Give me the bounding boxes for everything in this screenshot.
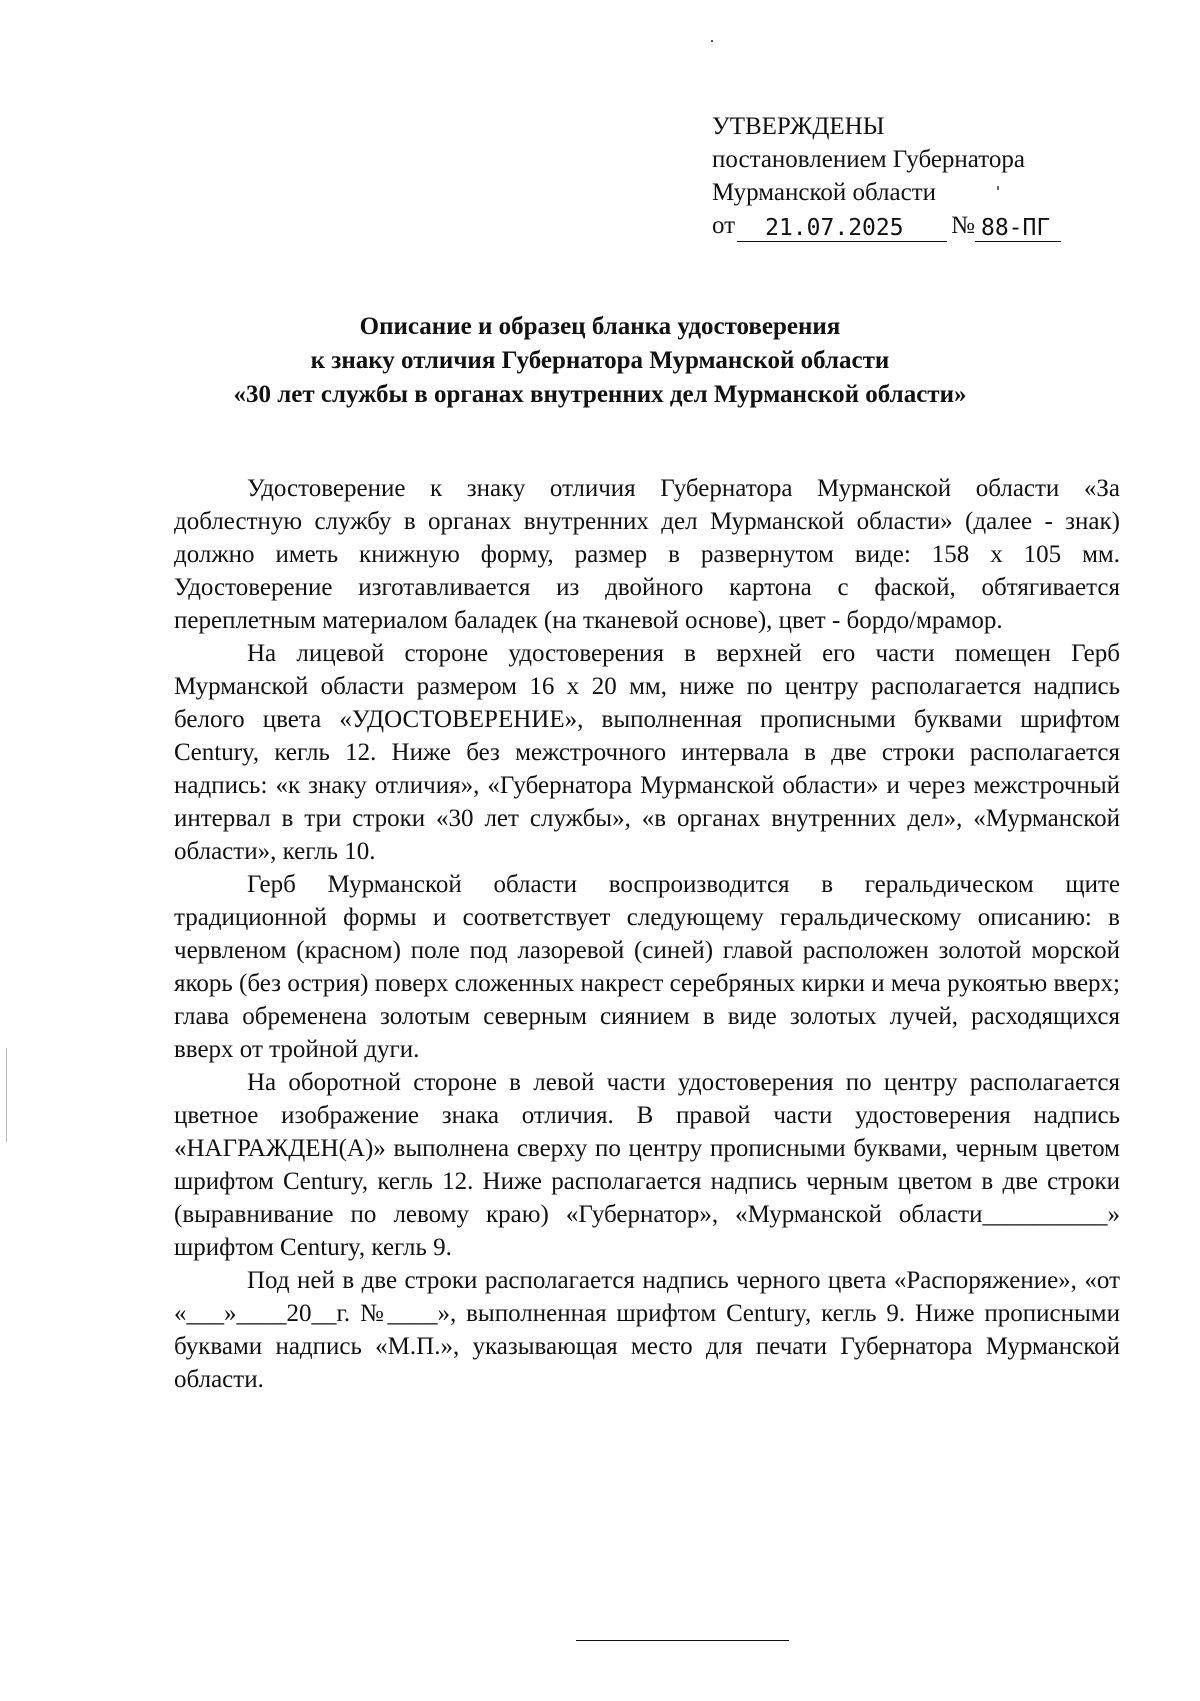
approval-date-line (712, 209, 1061, 242)
title-line-2: к знаку отличия Губернатора Мурманской области (310, 347, 890, 374)
approval-decree-line: постановлением Губернатора (712, 146, 1025, 173)
document-body (174, 472, 1120, 1396)
approval-heading: УТВЕРЖДЕНЫ (712, 113, 885, 140)
paragraph-1: Удостоверение к знаку отличия Губернатора Мурманской области «За доблестную службу в органах внутренних дел Мурманской области» (далее - знак) должно иметь книжную форму, размер в развернутом виде: 158 х 105 мм. Удостоверение изготавливается из двойного картона с фаской, обтягивается переплетным материалом баладек (на тканевой основе), цвет - бордо/мрамор. (174, 475, 1120, 634)
approval-from-label: от (712, 212, 736, 239)
approval-date: 21.07.2025 (737, 215, 947, 242)
approval-region-line: Мурманской области (712, 179, 937, 206)
approval-number: 88-ПГ (975, 215, 1061, 242)
approval-block (712, 110, 1061, 242)
paragraph-5: Под ней в две строки располагается надпись черного цвета «Распоряжение», «от «___»____20__г. №____», выполненная шрифтом Century, кегль 9. Ниже прописными буквами надпись «М.П.», указывающая место для печати Губернатора Мурманской области. (174, 1267, 1120, 1393)
paragraph-3: Герб Мурманской области воспроизводится в геральдическом щите традиционной формы и соответствует следующему геральдическому описанию: в червленом (красном) поле под лазоревой (синей) главой расположен золотой морской якорь (без острия) поверх сложенных накрест серебряных кирки и меча рукоятью вверх; глава обременена золотым северным сиянием в виде золотых лучей, расходящихся вверх от тройной дуги. (174, 871, 1120, 1063)
closing-rule (576, 1640, 789, 1641)
scan-speck (711, 40, 713, 42)
approval-number-label: № (951, 212, 975, 239)
paragraph-4: На оборотной стороне в левой части удостоверения по центру располагается цветное изображение знака отличия. В правой части удостоверения надпись «НАГРАЖДЕН(А)» выполнена сверху по центру прописными буквами, черным цветом шрифтом Century, кегль 12. Ниже располагается надпись черным цветом в две строки (выравнивание по левому краю) «Губернатор», «Мурманской области__________» шрифтом Century, кегль 9. (174, 1069, 1120, 1261)
paragraph-2: На лицевой стороне удостоверения в верхней его части помещен Герб Мурманской области размером 16 х 20 мм, ниже по центру располагается надпись белого цвета «УДОСТОВЕРЕНИЕ», выполненная прописными буквами шрифтом Century, кегль 12. Ниже без межстрочного интервала в две строки располагается надпись: «к знаку отличия», «Губернатора Мурманской области» и через межстрочный интервал в три строки «30 лет службы», «в органах внутренних дел», «Мурманской области», кегль 10. (174, 640, 1120, 865)
title-line-3: «30 лет службы в органах внутренних дел Мурманской области» (233, 381, 967, 408)
document-title (150, 310, 1050, 412)
title-line-1: Описание и образец бланка удостоверения (359, 313, 841, 340)
scan-edge-mark (6, 1048, 7, 1142)
